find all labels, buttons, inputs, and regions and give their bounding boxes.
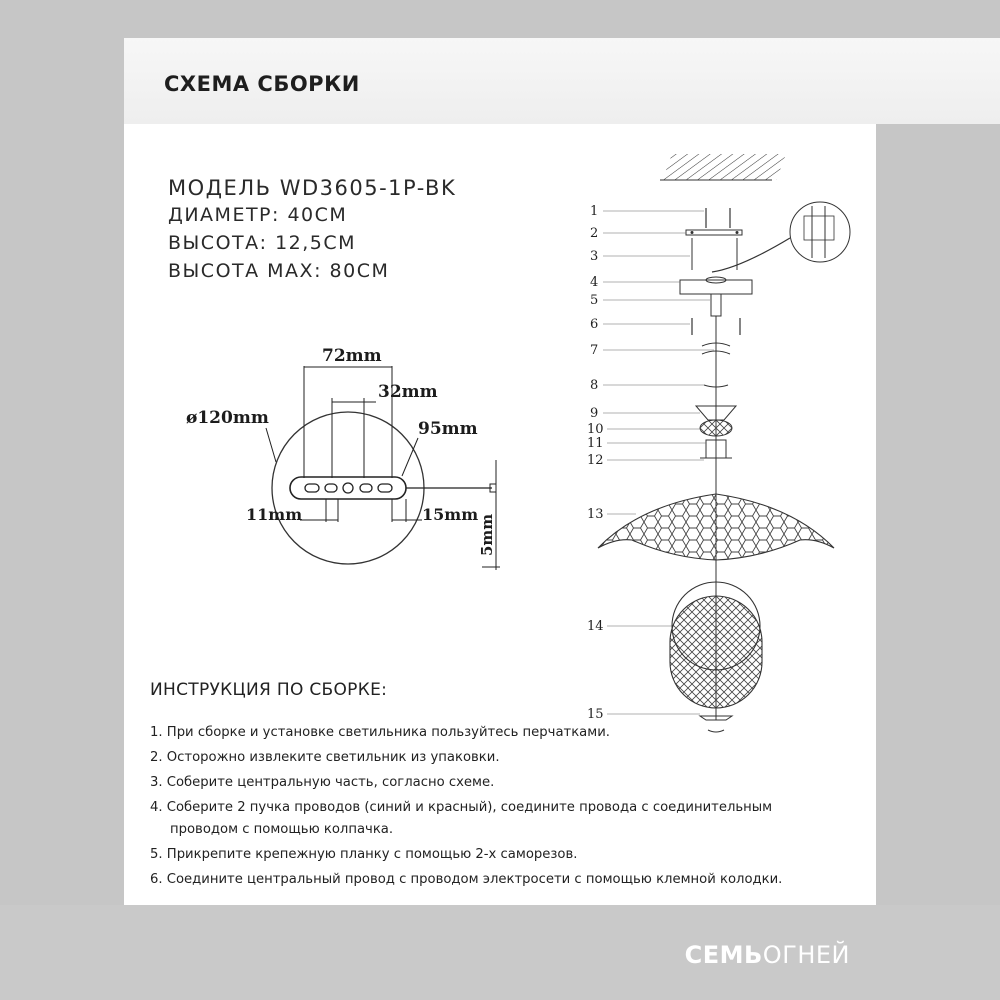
part-number: 10 (587, 422, 604, 437)
part-number: 2 (590, 226, 599, 241)
part-number: 7 (590, 343, 599, 358)
instruction-step: 3. Соберите центральную часть, согласно схеме. (150, 775, 495, 790)
part-number: 11 (587, 436, 604, 451)
part-number: 13 (587, 507, 604, 522)
part-number: 12 (587, 453, 604, 468)
dim-11-label: 11mm (246, 505, 303, 524)
footer-band (0, 905, 1000, 1000)
ceiling-hatch (662, 154, 785, 180)
part-number: 1 (590, 204, 599, 219)
instruction-step-continued: проводом с помощью колпачка. (170, 822, 394, 837)
spec-height-max: ВЫСОТА MAX: 80СМ (168, 260, 390, 282)
instruction-step: 6. Соедините центральный провод с проводом электросети с помощью клемной колодки. (150, 872, 783, 887)
instruction-step: 2. Осторожно извлеките светильник из упаковки. (150, 750, 500, 765)
part-number: 15 (587, 707, 604, 722)
part-number: 4 (590, 275, 599, 290)
part-number: 3 (590, 249, 599, 264)
instructions-heading: ИНСТРУКЦИЯ ПО СБОРКЕ: (150, 680, 388, 700)
shade-dish (598, 494, 834, 560)
dim-95-label: 95mm (418, 419, 478, 439)
brand-logo (685, 941, 850, 969)
mounting-plate-diagram (186, 346, 500, 570)
instructions-list (150, 722, 782, 891)
instruction-step: 1. При сборке и установке светильника пользуйтесь перчатками. (150, 725, 610, 740)
assembly-instructions (150, 680, 782, 894)
brand-strong: СЕМЬ (684, 941, 763, 969)
plate-circle (272, 412, 424, 564)
dim-15-label: 15mm (422, 505, 479, 524)
part-number: 9 (590, 406, 599, 421)
dim-5-label: 5mm (478, 513, 496, 556)
spec-diameter: ДИАМЕТР: 40СМ (168, 204, 348, 226)
part-number: 5 (590, 293, 599, 308)
model-name: МОДЕЛЬ WD3605-1P-BK (168, 176, 457, 200)
instruction-step: 4. Соберите 2 пучка проводов (синий и красный), соедините провода с соединительным (150, 800, 773, 815)
part-number: 8 (590, 378, 599, 393)
mounting-bar (290, 477, 406, 499)
spec-height: ВЫСОТА: 12,5СМ (168, 232, 357, 254)
dim-72-label: 72mm (322, 346, 382, 366)
dim-32-label: 32mm (378, 382, 438, 402)
brand-light: ОГНЕЙ (762, 941, 850, 969)
page-title: СХЕМА СБОРКИ (164, 72, 360, 96)
part-number: 6 (590, 317, 599, 332)
part-number: 14 (587, 619, 604, 634)
dim-diameter-label: ø120mm (186, 408, 269, 428)
instruction-step: 5. Прикрепите крепежную планку с помощью 2-х саморезов. (150, 847, 578, 862)
